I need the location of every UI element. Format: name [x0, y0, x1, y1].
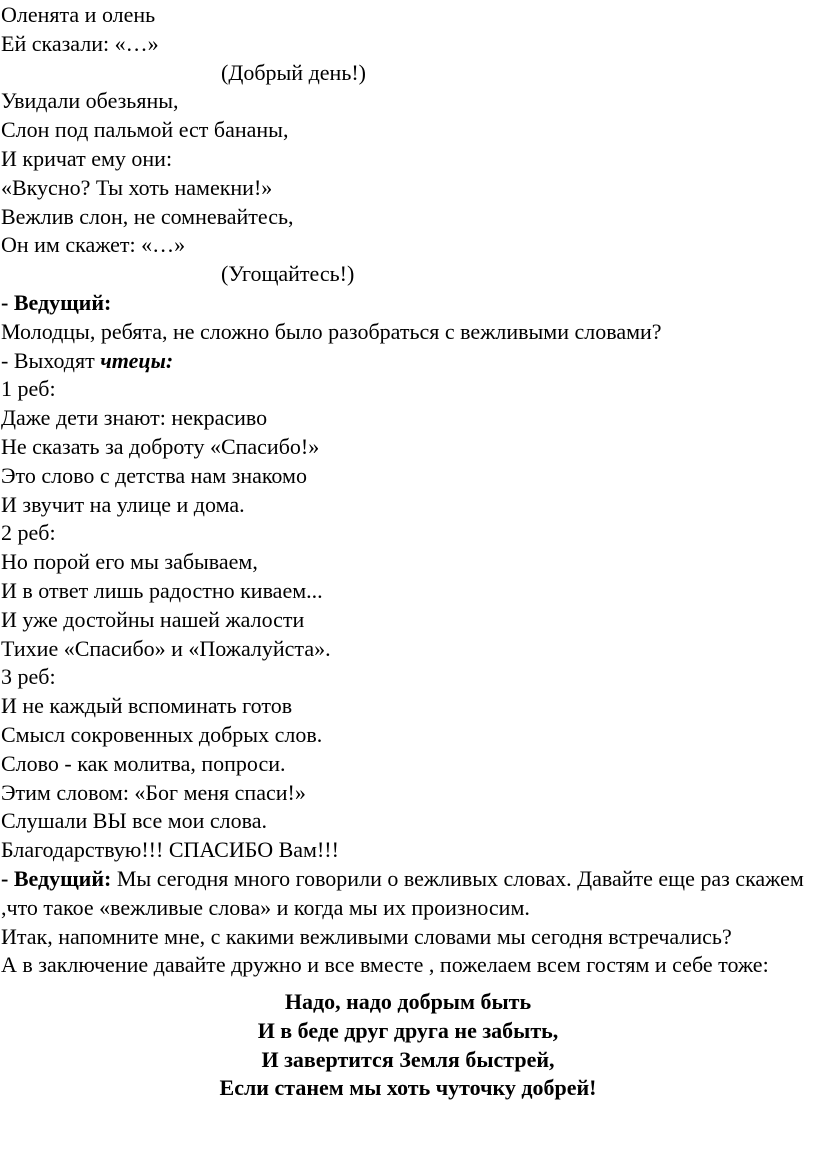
reader3-line-1: И не каждый вспоминать готов: [1, 693, 293, 719]
reader1-label: 1 реб:: [1, 376, 56, 402]
poem2-line-1: Увидали обезьяны,: [1, 88, 179, 114]
reader2-line-2: И в ответ лишь радостно киваем...: [1, 577, 323, 603]
reader3-line-5: Слушали ВЫ все мои слова.: [1, 808, 268, 834]
host-remark-1: Молодцы, ребята, не сложно было разобраться с вежливыми словами?: [1, 318, 662, 344]
finale-line-1: Надо, надо добрым быть: [284, 989, 532, 1015]
host-remark-2: [0, 865, 813, 923]
host-closing: А в заключение давайте дружно и все вместе , пожелаем всем гостям и себе тоже:: [1, 952, 769, 978]
reader2-line-3: И уже достойны нашей жалости: [1, 606, 305, 632]
reader3-line-6: Благодарствую!!! СПАСИБО Вам!!!: [1, 837, 339, 863]
poem2-line-6: Он им скажет: «…»: [1, 232, 186, 258]
reader2-line-4: Тихие «Спасибо» и «Пожалуйста».: [1, 635, 331, 661]
reader3-line-4: Этим словом: «Бог меня спаси!»: [1, 779, 306, 805]
reader1-line-2: Не сказать за доброту «Спасибо!»: [1, 433, 320, 459]
finale-line-4: Если станем мы хоть чуточку добрей!: [219, 1075, 597, 1101]
poem2-line-2: Слон под пальмой ест бананы,: [1, 117, 289, 143]
reader3-label: 3 реб:: [1, 664, 56, 690]
host-label-2: - Ведущий:: [1, 865, 112, 891]
poem1-line-1: Оленята и олень: [1, 2, 156, 27]
readers-role: чтецы:: [100, 347, 174, 373]
readers-intro-prefix: - Выходят: [1, 347, 101, 373]
reader3-line-3: Слово - как молитва, попроси.: [1, 750, 286, 776]
poem1-answer: (Добрый день!): [221, 59, 366, 85]
poem2-line-3: И кричат ему они:: [1, 145, 173, 171]
poem2-line-4: «Вкусно? Ты хоть намекни!»: [1, 174, 273, 200]
poem2-line-5: Вежлив слон, не сомневайтесь,: [1, 203, 294, 229]
reader1-line-1: Даже дети знают: некрасиво: [1, 405, 268, 431]
finale-line-2: И в беде друг друга не забыть,: [257, 1017, 559, 1043]
reader3-line-2: Смысл сокровенных добрых слов.: [1, 721, 323, 747]
reader2-line-1: Но порой его мы забываем,: [1, 549, 258, 575]
host-remark-2-text: Мы сегодня много говорили о вежливых словах. Давайте еще раз скажем ,что такое «вежливые слова» и когда мы их произносим.: [1, 865, 804, 920]
host-question: Итак, напомните мне, с какими вежливыми словами мы сегодня встречались?: [1, 923, 732, 949]
reader2-label: 2 реб:: [1, 520, 56, 546]
host-label-text: - Ведущий:: [1, 289, 112, 315]
reader1-line-3: Это слово с детства нам знакомо: [1, 462, 307, 488]
poem1-line-2: Ей сказали: «…»: [1, 30, 159, 56]
finale-line-3: И завертится Земля быстрей,: [261, 1046, 555, 1072]
reader1-line-4: И звучит на улице и дома.: [1, 491, 245, 517]
host-label-1: [0, 289, 816, 318]
poem2-answer: (Угощайтесь!): [221, 261, 355, 287]
readers-intro: [0, 347, 816, 376]
